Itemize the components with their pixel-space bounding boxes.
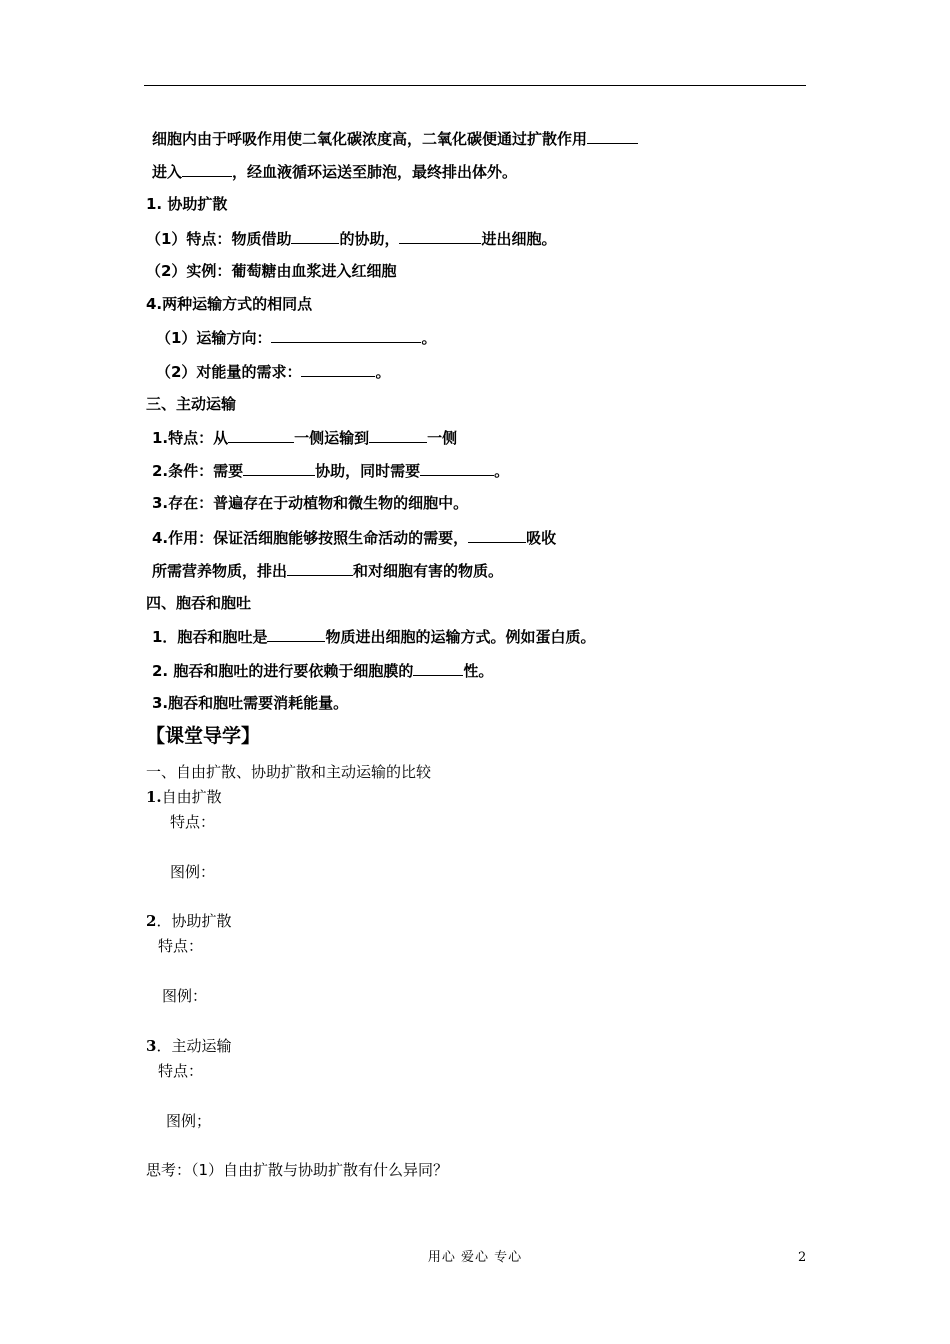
section-heading: 三、主动运输 — [146, 395, 237, 413]
section-heading: 四、胞吞和胞吐 — [146, 594, 252, 612]
item-label: ．主动运输 — [156, 1037, 232, 1055]
fill-blank[interactable] — [243, 460, 315, 476]
subsection-heading: 一、自由扩散、协助扩散和主动运输的比较 — [146, 763, 432, 781]
fill-blank[interactable] — [301, 361, 375, 377]
text-segment: 一侧运输到 — [294, 429, 370, 447]
fill-blank[interactable] — [291, 228, 339, 244]
text-segment: 进出细胞。 — [481, 230, 557, 248]
text-segment: 2.条件：需要 — [152, 462, 244, 480]
text-segment: （2）对能量的需求： — [156, 363, 302, 381]
text-segment: 。 — [494, 462, 510, 480]
text-segment: 1.特点：从 — [152, 429, 229, 447]
text-segment: （1）特点：物质借助 — [146, 230, 292, 248]
text-segment: 性。 — [463, 662, 494, 680]
section-heading: 4.两种运输方式的相同点 — [146, 295, 313, 313]
field-label: 特点： — [158, 937, 204, 955]
text-line — [152, 660, 493, 681]
text-line — [152, 128, 638, 149]
text-segment: 4.作用：保证活细胞能够按照生命活动的需要， — [152, 529, 469, 547]
question-line — [146, 1160, 448, 1180]
subsection-heading — [146, 787, 222, 807]
text-line — [146, 228, 556, 249]
text-line: （2）实例：葡萄糖由血浆进入红细胞 — [146, 262, 397, 280]
text-segment: 的协助， — [339, 230, 400, 248]
text-segment: 1．胞吞和胞吐是 — [152, 628, 268, 646]
field-label: 图例； — [166, 1112, 212, 1130]
text-segment: 细胞内由于呼吸作用使二氧化碳浓度高，二氧化碳便通过扩散作用 — [152, 130, 588, 148]
item-number: 2 — [146, 912, 157, 930]
field-label: 图例： — [170, 863, 216, 881]
fill-blank[interactable] — [228, 427, 294, 443]
text-segment: 。 — [375, 363, 391, 381]
text-segment: 。 — [421, 329, 437, 347]
fill-blank[interactable] — [399, 228, 481, 244]
fill-blank[interactable] — [369, 427, 427, 443]
text-segment: 一侧 — [427, 429, 458, 447]
fill-blank[interactable] — [287, 560, 353, 576]
text-line: 3.存在：普遍存在于动植物和微生物的细胞中。 — [152, 494, 469, 512]
item-label: 自由扩散 — [161, 788, 222, 806]
text-line — [152, 626, 595, 647]
text-segment: 进入 — [152, 163, 183, 181]
text-segment: 协助，同时需要 — [315, 462, 421, 480]
item-label: ．协助扩散 — [156, 912, 232, 930]
text-line — [152, 460, 509, 481]
page-number: 2 — [798, 1250, 807, 1265]
text-segment: ，经血液循环运送至肺泡，最终排出体外。 — [232, 163, 518, 181]
header-rule — [144, 85, 806, 86]
text-segment: 和对细胞有害的物质。 — [353, 562, 504, 580]
section-heading: 1. 协助扩散 — [146, 195, 228, 213]
text-line — [152, 161, 517, 182]
fill-blank[interactable] — [182, 161, 232, 177]
text-segment: 所需营养物质，排出 — [152, 562, 288, 580]
subsection-heading — [146, 1036, 231, 1056]
fill-blank[interactable] — [420, 460, 494, 476]
field-label: 特点： — [158, 1062, 204, 1080]
text-line — [156, 361, 390, 382]
section-title: 【课堂导学】 — [146, 725, 261, 747]
field-label: 图例： — [162, 987, 208, 1005]
text-line: 3.胞吞和胞吐需要消耗能量。 — [152, 694, 349, 712]
text-segment: 物质进出细胞的运输方式。例如蛋白质。 — [325, 628, 596, 646]
footer-motto: 用心 爱心 专心 — [427, 1250, 523, 1265]
field-label: 特点： — [170, 813, 216, 831]
item-number: 1. — [146, 788, 162, 806]
text-line — [152, 427, 457, 448]
fill-blank[interactable] — [468, 527, 526, 543]
fill-blank[interactable] — [271, 327, 421, 343]
question-prefix: 思考：（1） — [146, 1161, 224, 1179]
text-segment: 吸收 — [526, 529, 557, 547]
fill-blank[interactable] — [413, 660, 463, 676]
text-line — [152, 527, 556, 548]
text-line — [156, 327, 436, 348]
question-text: 自由扩散与协助扩散有什么异同？ — [223, 1161, 449, 1179]
text-segment: 2. 胞吞和胞吐的进行要依赖于细胞膜的 — [152, 662, 414, 680]
subsection-heading — [146, 911, 231, 931]
text-segment: （1）运输方向： — [156, 329, 272, 347]
fill-blank[interactable] — [267, 626, 325, 642]
fill-blank[interactable] — [587, 128, 638, 144]
text-line — [152, 560, 503, 581]
item-number: 3 — [146, 1037, 157, 1055]
